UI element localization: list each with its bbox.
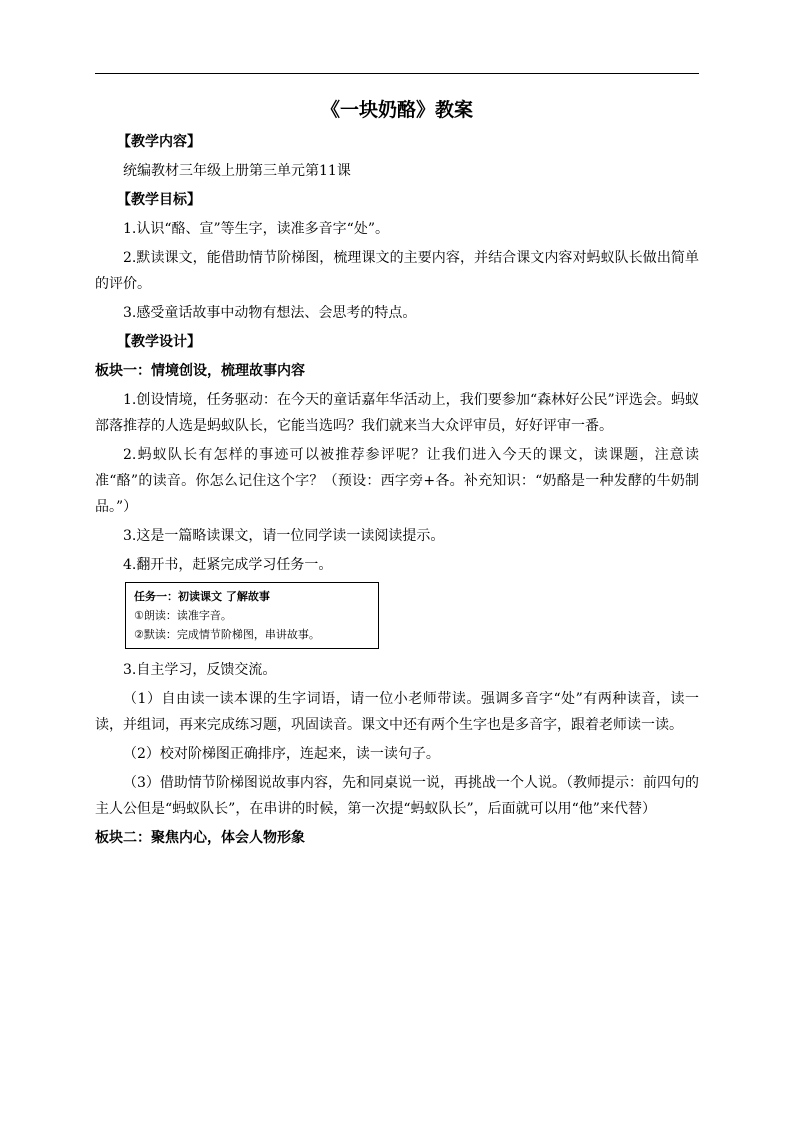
block2-title: 板块二：聚焦内心，体会人物形象 [95,830,305,846]
block1-paragraph: 3.这是一篇略读课文，请一位同学读一读阅读提示。 [123,528,445,544]
document-title: 《一块奶酪》教案 [320,99,473,121]
block1-paragraph: （2）校对阶梯图正确排序，连起来，读一读句子。 [123,746,440,762]
goal-item: 2.默读课文，能借助情节阶梯图，梳理课文的主要内容，并结合课文内容对蚂蚁队长做出简单的评价。 [95,250,699,292]
block1-paragraph: （3）借助情节阶梯图说故事内容，先和同桌说一说，再挑战一个人说。（教师提示：前四句的主人公但是“蚂蚁队长”，在串讲的时候，第一次提“蚂蚁队长”，后面就可以用“他”来代替） [95,775,699,817]
goals-heading: 【教学目标】 [117,192,201,208]
block1-paragraph: 2.蚂蚁队长有怎样的事迹可以被推荐参评呢？让我们进入今天的课文，读课题，注意读准“酪”的读音。你怎么记住这个字？（预设：西字旁+各。补充知识：“奶酪是一种发酵的牛奶制品。”） [95,447,699,515]
task-box-title: 任务一：初读课文 了解故事 [134,590,270,603]
block1-title: 板块一：情境创设，梳理故事内容 [95,363,305,379]
header-rule [95,73,699,74]
design-heading: 【教学设计】 [117,334,201,350]
block1-paragraph: 4.翻开书，赶紧完成学习任务一。 [123,557,333,573]
goal-item: 3.感受童话故事中动物有想法、会思考的特点。 [123,305,417,321]
task-box-line: ①朗读：读准字音。 [134,609,232,622]
goal-item: 1.认识“酪、宣”等生字，读准多音字“处”。 [123,221,389,237]
content-heading: 【教学内容】 [117,134,201,150]
block1-paragraph: 1.创设情境，任务驱动：在今天的童话嘉年华活动上，我们要参加“森林好公民”评选会。蚂蚁部落推荐的人选是蚂蚁队长，它能当选吗？我们就来当大众评审员，好好评审一番。 [95,392,699,434]
block1-paragraph: （1）自由读一读本课的生字词语，请一位小老师带读。强调多音字“处”有两种读音，读一读，并组词，再来完成练习题，巩固读音。课文中还有两个生字也是多音字，跟着老师读一读。 [95,691,699,733]
task-box-line: ②默读：完成情节阶梯图，串讲故事。 [134,628,320,641]
content-text: 统编教材三年级上册第三单元第11课 [123,163,351,179]
task-box [125,582,379,649]
block1-paragraph: 3.自主学习，反馈交流。 [123,662,277,678]
document-body [95,95,699,854]
